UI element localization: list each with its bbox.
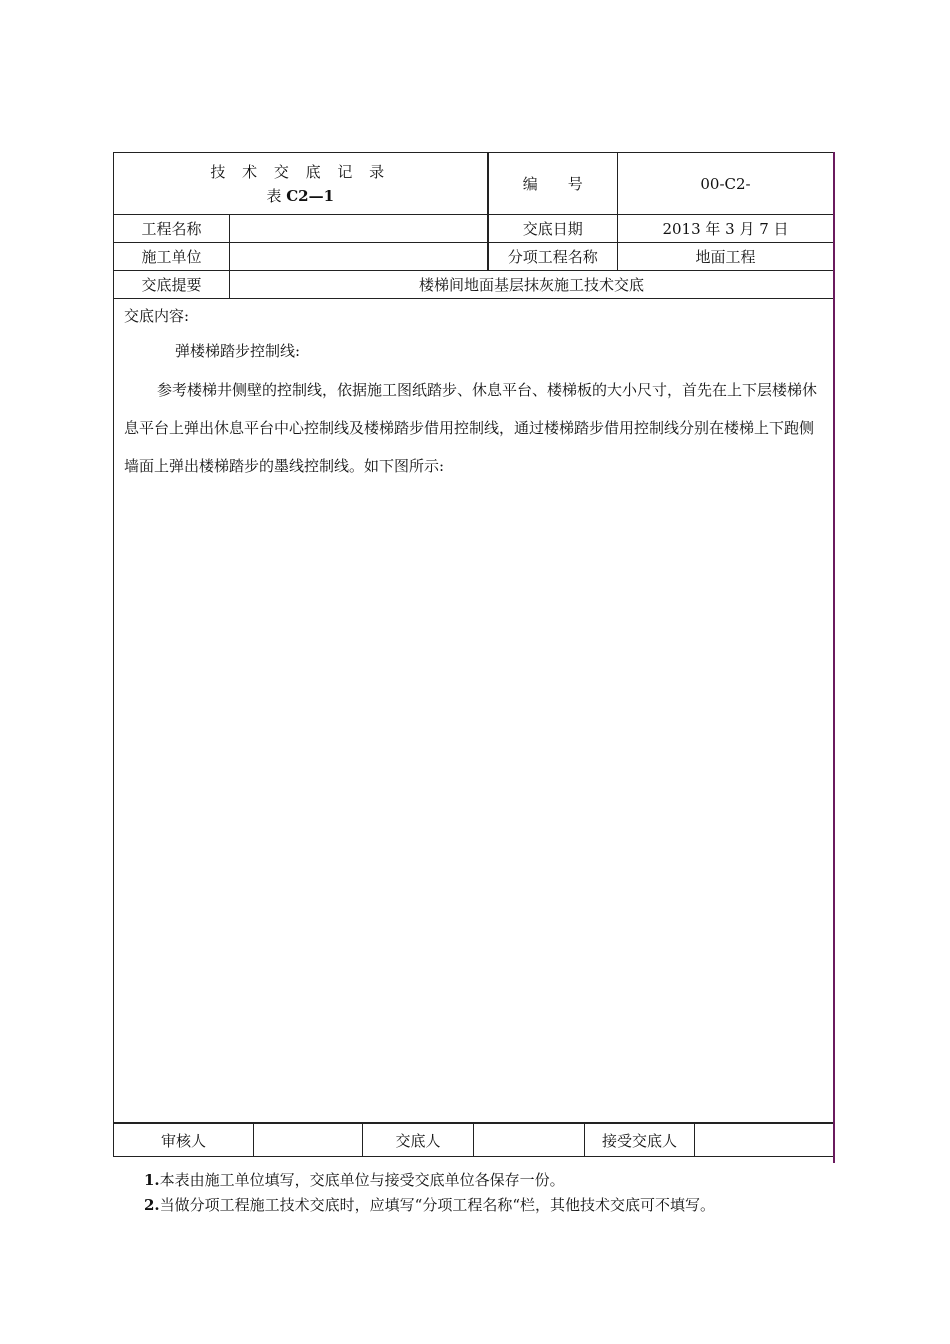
- note-number: 2.: [144, 1196, 160, 1214]
- reviewer-label: 审核人: [114, 1124, 254, 1157]
- form-header-table: [113, 152, 834, 1123]
- content-paragraph: 参考楼梯井侧壁的控制线，依据施工图纸踏步、休息平台、楼梯板的大小尺寸，首先在上下层楼梯休息平台上弹出休息平台中心控制线及楼梯踏步借用控制线，通过楼梯踏步借用控制线分别在楼梯上下跑侧墙面上弹出楼梯踏步的墨线控制线。如下图所示:: [124, 381, 818, 475]
- note-item: [144, 1193, 715, 1218]
- reviewer-value[interactable]: [254, 1124, 363, 1157]
- content-area: [114, 299, 834, 1123]
- summary-value[interactable]: 楼梯间地面基层抹灰施工技术交底: [230, 271, 834, 299]
- form-title-line1: 技 术 交 底 记 录: [210, 162, 391, 181]
- date-label: 交底日期: [488, 215, 618, 243]
- presenter-label: 交底人: [363, 1124, 474, 1157]
- number-value[interactable]: 00-C2-: [618, 153, 834, 215]
- project-name-label: 工程名称: [114, 215, 230, 243]
- note-text: 本表由施工单位填写，交底单位与接受交底单位各保存一份。: [159, 1171, 565, 1189]
- construction-unit-value[interactable]: [230, 243, 488, 271]
- presenter-value[interactable]: [474, 1124, 585, 1157]
- receiver-value[interactable]: [695, 1124, 834, 1157]
- right-border-accent: [833, 152, 835, 1163]
- sub-project-label: 分项工程名称: [488, 243, 618, 271]
- note-text: 当做分项工程施工技术交底时，应填写“分项工程名称“栏，其他技术交底可不填写。: [159, 1196, 716, 1214]
- form-title-prefix: 表: [266, 186, 282, 205]
- construction-unit-label: 施工单位: [114, 243, 230, 271]
- tech-disclosure-form: [113, 152, 833, 1157]
- summary-label: 交底提要: [114, 271, 230, 299]
- note-number: 1.: [144, 1171, 160, 1189]
- date-value[interactable]: 2013 年 3 月 7 日: [618, 215, 834, 243]
- content-label: 交底内容:: [124, 307, 190, 325]
- project-name-value[interactable]: [230, 215, 488, 243]
- form-code: C2—1: [286, 186, 335, 205]
- receiver-label: 接受交底人: [585, 1124, 695, 1157]
- content-subtitle: 弹楼梯踏步控制线:: [175, 342, 301, 360]
- form-title-line2: [114, 184, 487, 208]
- signature-table: [113, 1123, 834, 1157]
- sub-project-value[interactable]: 地面工程: [618, 243, 834, 271]
- number-label: 编 号: [488, 153, 618, 215]
- form-notes: [144, 1168, 715, 1218]
- form-title: [114, 153, 488, 215]
- note-item: [144, 1168, 715, 1193]
